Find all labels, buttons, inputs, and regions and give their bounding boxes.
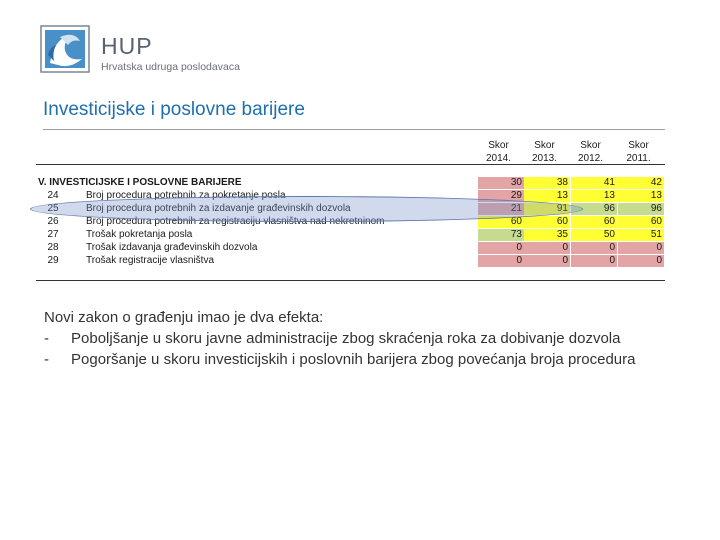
table-cell: 60 xyxy=(618,216,664,228)
table-cell: 96 xyxy=(618,203,664,215)
table-cell: 30 xyxy=(478,177,524,189)
table-cell: 13 xyxy=(524,190,570,202)
row-label: Broj procedura potrebnih za izdavanje građevinskih dozvola xyxy=(86,203,351,214)
table-cell: 0 xyxy=(618,242,664,254)
row-number: 25 xyxy=(47,203,59,214)
year-header-2014 xyxy=(476,139,521,165)
row-number: 27 xyxy=(47,229,59,240)
bullet-dash: - xyxy=(44,330,49,347)
brand-subtitle: Hrvatska udruga poslodavaca xyxy=(101,61,240,73)
table-cell: 0 xyxy=(571,242,617,254)
row-number: 29 xyxy=(47,255,59,266)
bullet-item xyxy=(44,349,694,370)
year-header-label: Skor xyxy=(580,140,601,151)
table-cell: 0 xyxy=(524,242,570,254)
table-bottom-rule xyxy=(36,280,665,281)
header-rule xyxy=(36,164,665,165)
row-label: Broj procedura potrebnih za pokretanje posla xyxy=(86,190,286,201)
table-cell: 0 xyxy=(524,255,570,267)
bullet-text: Poboljšanje u skoru javne administracije zbog skraćenja roka za dobivanje dozvola xyxy=(71,330,621,347)
table-row xyxy=(36,242,665,255)
year-header-year: 2012. xyxy=(577,153,604,164)
year-header-year: 2011. xyxy=(626,153,651,164)
table-cell: 13 xyxy=(571,190,617,202)
row-number: 26 xyxy=(47,216,59,227)
table-cell: 0 xyxy=(571,255,617,267)
brand xyxy=(101,34,240,73)
year-header-label: Skor xyxy=(488,140,509,151)
table-cell: 42 xyxy=(618,177,664,189)
table-cell: 13 xyxy=(618,190,664,202)
row-label: Trošak izdavanja građevinskih dozvola xyxy=(86,242,258,253)
table-cell: 35 xyxy=(524,229,570,241)
table-section-row xyxy=(36,177,665,190)
section-label: V. INVESTICIJSKE I POSLOVNE BARIJERE xyxy=(38,177,242,188)
table-cell: 38 xyxy=(524,177,570,189)
highlight-ellipse xyxy=(30,196,583,222)
bullet-text: Pogoršanje u skoru investicijskih i poslovnih barijera zbog povećanja broja procedura xyxy=(71,351,636,368)
year-header-2012 xyxy=(568,139,613,165)
row-label: Trošak registracije vlasništva xyxy=(86,255,215,266)
explanation-text xyxy=(44,307,694,370)
year-header-year: 2014. xyxy=(485,153,512,164)
table-cell: 0 xyxy=(618,255,664,267)
row-label: Trošak pokretanja posla xyxy=(86,229,193,240)
table-cell: 96 xyxy=(571,203,617,215)
year-header-2011 xyxy=(616,139,661,165)
year-header-year: 2013. xyxy=(531,153,558,164)
table-cell: 91 xyxy=(524,203,570,215)
table-cell: 0 xyxy=(478,242,524,254)
brand-name: HUP xyxy=(101,33,153,59)
table-header xyxy=(36,137,665,177)
year-header-label: Skor xyxy=(628,140,649,151)
table-cell: 73 xyxy=(478,229,524,241)
bullet-dash: - xyxy=(44,351,49,368)
table-row xyxy=(36,229,665,242)
bullet-item xyxy=(44,328,694,349)
row-number: 24 xyxy=(47,190,59,201)
title-divider xyxy=(43,129,665,130)
table-cell: 50 xyxy=(571,229,617,241)
table-cell: 60 xyxy=(478,216,524,228)
hup-logo-icon xyxy=(40,25,90,73)
year-header-label: Skor xyxy=(534,140,555,151)
table-row xyxy=(36,255,665,268)
table-cell: 0 xyxy=(478,255,524,267)
year-header-2013 xyxy=(522,139,567,165)
table-cell: 21 xyxy=(478,203,524,215)
table-cell: 29 xyxy=(478,190,524,202)
intro-text: Novi zakon o građenju imao je dva efekta: xyxy=(44,309,324,326)
table-cell: 51 xyxy=(618,229,664,241)
row-label: Broj procedura potrebnih za registraciju vlasništva nad nekretninom xyxy=(86,216,385,227)
page-title: Investicijske i poslovne barijere xyxy=(43,99,305,120)
table-cell: 60 xyxy=(524,216,570,228)
row-number: 28 xyxy=(47,242,59,253)
table-cell: 60 xyxy=(571,216,617,228)
table-cell: 41 xyxy=(571,177,617,189)
